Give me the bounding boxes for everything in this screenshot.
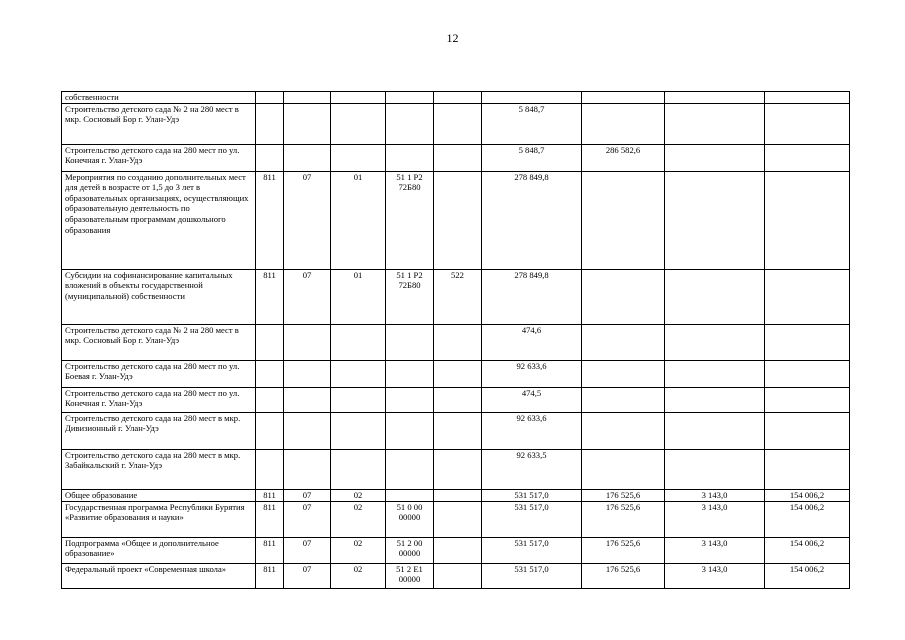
cell-amount-2: 176 525,6 — [582, 563, 665, 588]
cell-name: Субсидии на софинансирование капитальных вложений в объекты государственной (муниципальной) собственности — [62, 269, 256, 324]
cell-amount-2 — [582, 103, 665, 144]
cell-amount-4 — [765, 449, 850, 489]
cell-name: Мероприятия по созданию дополнительных мест для детей в возрасте от 1,5 до 3 лет в образовательных организациях, осуществляющих образовательную деятельность по образовательным программам дошкольного образования — [62, 171, 256, 269]
cell-amount-2 — [582, 171, 665, 269]
table-row — [62, 360, 850, 387]
cell-name: собственности — [62, 92, 256, 104]
cell-amount-4: 154 006,2 — [765, 501, 850, 537]
cell-amount-1: 531 517,0 — [482, 489, 582, 501]
cell-grbs — [256, 412, 284, 449]
cell-subsection: 02 — [331, 537, 386, 563]
cell-target-article — [386, 103, 434, 144]
table-row — [62, 144, 850, 171]
table-row — [62, 269, 850, 324]
table-row — [62, 489, 850, 501]
cell-name: Государственная программа Республики Бурятия «Развитие образования и науки» — [62, 501, 256, 537]
cell-section — [284, 449, 331, 489]
cell-target-article — [386, 360, 434, 387]
cell-name: Подпрограмма «Общее и дополнительное образование» — [62, 537, 256, 563]
cell-subsection — [331, 387, 386, 412]
cell-subsection: 02 — [331, 501, 386, 537]
cell-amount-3 — [665, 269, 765, 324]
cell-expense-type — [434, 324, 482, 360]
cell-amount-2 — [582, 412, 665, 449]
cell-amount-2: 176 525,6 — [582, 537, 665, 563]
cell-amount-3 — [665, 92, 765, 104]
cell-target-article — [386, 387, 434, 412]
cell-subsection: 01 — [331, 269, 386, 324]
table-body — [62, 92, 850, 589]
cell-subsection — [331, 324, 386, 360]
cell-amount-4 — [765, 360, 850, 387]
cell-expense-type — [434, 103, 482, 144]
cell-subsection — [331, 92, 386, 104]
cell-name: Строительство детского сада на 280 мест по ул. Конечная г. Улан-Удэ — [62, 144, 256, 171]
cell-amount-1: 5 848,7 — [482, 144, 582, 171]
cell-section: 07 — [284, 171, 331, 269]
cell-subsection — [331, 103, 386, 144]
cell-grbs — [256, 144, 284, 171]
cell-subsection — [331, 144, 386, 171]
cell-expense-type: 522 — [434, 269, 482, 324]
cell-amount-1: 278 849,8 — [482, 171, 582, 269]
cell-expense-type — [434, 144, 482, 171]
page-number: 12 — [446, 31, 459, 45]
cell-target-article: 51 0 00 00000 — [386, 501, 434, 537]
cell-name: Строительство детского сада на 280 мест по ул. Боевая г. Улан-Удэ — [62, 360, 256, 387]
cell-amount-4 — [765, 171, 850, 269]
cell-amount-1: 531 517,0 — [482, 537, 582, 563]
cell-amount-4: 154 006,2 — [765, 537, 850, 563]
cell-amount-1: 531 517,0 — [482, 563, 582, 588]
cell-target-article: 51 1 P2 72Б80 — [386, 269, 434, 324]
cell-amount-3: 3 143,0 — [665, 563, 765, 588]
cell-name: Строительство детского сада № 2 на 280 мест в мкр. Сосновый Бор г. Улан-Удэ — [62, 324, 256, 360]
cell-section: 07 — [284, 537, 331, 563]
cell-amount-4 — [765, 412, 850, 449]
cell-amount-2 — [582, 269, 665, 324]
cell-grbs: 811 — [256, 501, 284, 537]
cell-subsection: 01 — [331, 171, 386, 269]
cell-amount-3 — [665, 360, 765, 387]
table-row — [62, 449, 850, 489]
cell-amount-1: 5 848,7 — [482, 103, 582, 144]
cell-grbs — [256, 92, 284, 104]
cell-amount-3: 3 143,0 — [665, 537, 765, 563]
cell-grbs: 811 — [256, 269, 284, 324]
cell-grbs: 811 — [256, 171, 284, 269]
cell-target-article — [386, 412, 434, 449]
cell-section: 07 — [284, 489, 331, 501]
cell-expense-type — [434, 92, 482, 104]
cell-amount-1: 474,6 — [482, 324, 582, 360]
cell-target-article: 51 1 P2 72Б80 — [386, 171, 434, 269]
cell-name: Строительство детского сада № 2 на 280 мест в мкр. Сосновый Бор г. Улан-Удэ — [62, 103, 256, 144]
cell-expense-type — [434, 360, 482, 387]
cell-name: Строительство детского сада на 280 мест по ул. Конечная г. Улан-Удэ — [62, 387, 256, 412]
cell-grbs: 811 — [256, 537, 284, 563]
cell-expense-type — [434, 412, 482, 449]
cell-grbs: 811 — [256, 489, 284, 501]
cell-amount-1: 474,5 — [482, 387, 582, 412]
cell-expense-type — [434, 387, 482, 412]
table-row — [62, 537, 850, 563]
cell-target-article — [386, 144, 434, 171]
cell-expense-type — [434, 171, 482, 269]
cell-section — [284, 103, 331, 144]
cell-name: Федеральный проект «Современная школа» — [62, 563, 256, 588]
cell-amount-3 — [665, 324, 765, 360]
cell-amount-4 — [765, 324, 850, 360]
cell-expense-type — [434, 501, 482, 537]
cell-amount-3: 3 143,0 — [665, 501, 765, 537]
cell-amount-1: 92 633,5 — [482, 449, 582, 489]
cell-section — [284, 412, 331, 449]
cell-section — [284, 144, 331, 171]
cell-target-article: 51 2 E1 00000 — [386, 563, 434, 588]
cell-grbs — [256, 449, 284, 489]
cell-amount-2 — [582, 360, 665, 387]
table-row — [62, 501, 850, 537]
cell-target-article — [386, 92, 434, 104]
cell-amount-1 — [482, 92, 582, 104]
table-row — [62, 171, 850, 269]
cell-amount-2 — [582, 92, 665, 104]
cell-name: Общее образование — [62, 489, 256, 501]
cell-section — [284, 387, 331, 412]
budget-table — [61, 91, 850, 589]
cell-target-article — [386, 449, 434, 489]
cell-amount-4 — [765, 387, 850, 412]
cell-expense-type — [434, 563, 482, 588]
cell-grbs — [256, 387, 284, 412]
cell-amount-2 — [582, 449, 665, 489]
cell-amount-2 — [582, 324, 665, 360]
cell-expense-type — [434, 449, 482, 489]
cell-amount-4 — [765, 92, 850, 104]
table-row — [62, 563, 850, 588]
cell-grbs — [256, 360, 284, 387]
cell-target-article — [386, 324, 434, 360]
cell-amount-3 — [665, 171, 765, 269]
cell-amount-1: 278 849,8 — [482, 269, 582, 324]
cell-amount-2 — [582, 387, 665, 412]
cell-amount-4 — [765, 269, 850, 324]
cell-amount-1: 92 633,6 — [482, 360, 582, 387]
cell-subsection: 02 — [331, 489, 386, 501]
table-row — [62, 324, 850, 360]
cell-name: Строительство детского сада на 280 мест в мкр. Забайкальский г. Улан-Удэ — [62, 449, 256, 489]
table-row — [62, 412, 850, 449]
cell-grbs — [256, 103, 284, 144]
cell-section: 07 — [284, 563, 331, 588]
cell-amount-2: 176 525,6 — [582, 501, 665, 537]
cell-amount-1: 531 517,0 — [482, 501, 582, 537]
cell-section — [284, 92, 331, 104]
cell-amount-1: 92 633,6 — [482, 412, 582, 449]
cell-subsection: 02 — [331, 563, 386, 588]
cell-expense-type — [434, 489, 482, 501]
cell-amount-3 — [665, 412, 765, 449]
cell-section: 07 — [284, 269, 331, 324]
cell-amount-4 — [765, 103, 850, 144]
cell-grbs — [256, 324, 284, 360]
cell-amount-4: 154 006,2 — [765, 563, 850, 588]
table-row — [62, 387, 850, 412]
cell-section: 07 — [284, 501, 331, 537]
cell-subsection — [331, 412, 386, 449]
cell-amount-2: 286 582,6 — [582, 144, 665, 171]
cell-amount-4 — [765, 144, 850, 171]
cell-section — [284, 360, 331, 387]
cell-expense-type — [434, 537, 482, 563]
cell-amount-3 — [665, 144, 765, 171]
cell-section — [284, 324, 331, 360]
cell-amount-4: 154 006,2 — [765, 489, 850, 501]
cell-amount-3 — [665, 387, 765, 412]
cell-grbs: 811 — [256, 563, 284, 588]
table-row — [62, 92, 850, 104]
cell-name: Строительство детского сада на 280 мест в мкр. Дивизионный г. Улан-Удэ — [62, 412, 256, 449]
cell-target-article — [386, 489, 434, 501]
cell-amount-3 — [665, 449, 765, 489]
table-row — [62, 103, 850, 144]
cell-target-article: 51 2 00 00000 — [386, 537, 434, 563]
cell-subsection — [331, 449, 386, 489]
cell-amount-3: 3 143,0 — [665, 489, 765, 501]
cell-subsection — [331, 360, 386, 387]
cell-amount-2: 176 525,6 — [582, 489, 665, 501]
cell-amount-3 — [665, 103, 765, 144]
